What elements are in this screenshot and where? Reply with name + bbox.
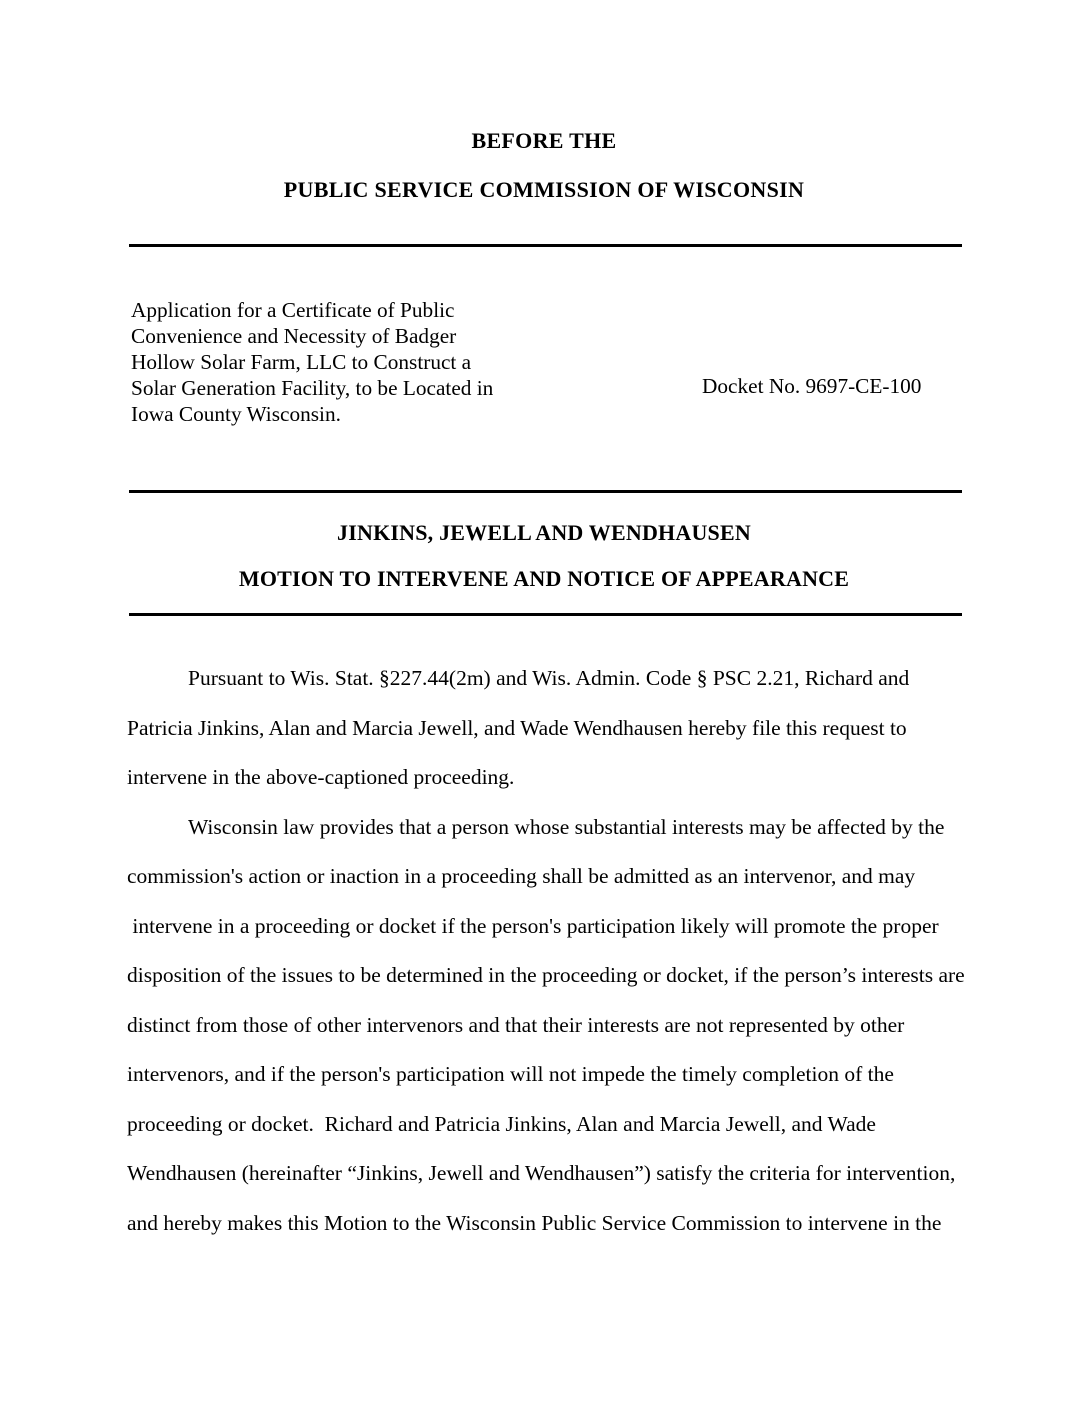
case-caption: [131, 297, 601, 427]
court-header-line-2: PUBLIC SERVICE COMMISSION OF WISCONSIN: [283, 177, 805, 202]
divider-rule-middle: [129, 490, 962, 493]
caption-line: Application for a Certificate of Public: [131, 298, 455, 322]
body-line: intervene in the above-captioned proceeding.: [127, 765, 515, 789]
body-line: Wisconsin law provides that a person whose substantial interests may be affected by the: [188, 814, 945, 839]
divider-rule-top: [129, 244, 962, 247]
caption-line: Iowa County Wisconsin.: [131, 402, 341, 426]
body-line: intervene in a proceeding or docket if the person's participation likely will promote the proper: [127, 913, 939, 938]
caption-line: Convenience and Necessity of Badger: [131, 324, 457, 348]
divider-rule-bottom: [129, 613, 962, 616]
body-line: proceeding or docket. Richard and Patricia Jinkins, Alan and Marcia Jewell, and Wade: [127, 1111, 876, 1136]
caption-line: Solar Generation Facility, to be Located in: [131, 376, 494, 400]
body-line: Pursuant to Wis. Stat. §227.44(2m) and Wis. Admin. Code § PSC 2.21, Richard and: [188, 666, 910, 690]
body-line: Patricia Jinkins, Alan and Marcia Jewell, and Wade Wendhausen hereby file this request to: [127, 715, 907, 740]
motion-body: [127, 654, 967, 1248]
body-line: intervenors, and if the person's participation will not impede the timely completion of the: [127, 1062, 894, 1086]
body-line: distinct from those of other intervenors and that their interests are not represented by other: [127, 1012, 905, 1037]
body-line: Wendhausen (hereinafter “Jinkins, Jewell and Wendhausen”) satisfy the criteria for intervention,: [127, 1161, 956, 1185]
body-line: disposition of the issues to be determined in the proceeding or docket, if the person’s interests are: [127, 963, 965, 987]
docket-number: Docket No. 9697-CE-100: [702, 374, 922, 398]
filing-title-parties: JINKINS, JEWELL AND WENDHAUSEN: [337, 520, 751, 545]
court-header-line-1: BEFORE THE: [471, 128, 617, 153]
filing-title-motion: MOTION TO INTERVENE AND NOTICE OF APPEARANCE: [238, 566, 850, 591]
body-line: commission's action or inaction in a proceeding shall be admitted as an intervenor, and may: [127, 864, 916, 888]
caption-line: Hollow Solar Farm, LLC to Construct a: [131, 350, 472, 374]
body-line: and hereby makes this Motion to the Wisconsin Public Service Commission to intervene in the: [127, 1210, 942, 1235]
